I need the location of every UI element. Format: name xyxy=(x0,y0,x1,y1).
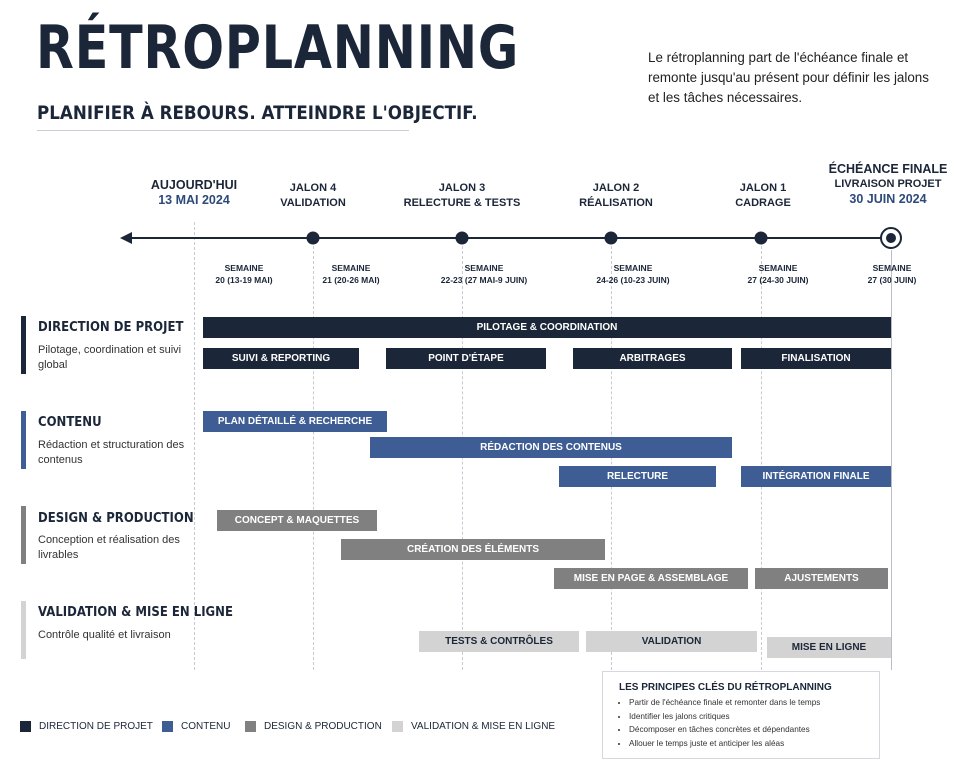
milestone-dot-jalon-3 xyxy=(456,232,469,245)
milestone-title: JALON 4 xyxy=(289,182,337,194)
week-title: SEMAINE xyxy=(758,263,798,273)
week-title: SEMAINE xyxy=(464,263,504,273)
principles-title: LES PRINCIPES CLÉS DU RÉTROPLANNING xyxy=(619,682,832,693)
milestone-jalon-4 xyxy=(280,181,346,211)
category-title-validation: VALIDATION & MISE EN LIGNE xyxy=(38,605,233,620)
week-range: 24-26 (10-23 JUIN) xyxy=(596,275,670,285)
week-title: SEMAINE xyxy=(224,263,264,273)
milestone-jalon-1 xyxy=(735,181,791,211)
guide-line-final xyxy=(891,250,892,670)
legend-swatch xyxy=(162,721,173,732)
task-bar: MISE EN PAGE & ASSEMBLAGE xyxy=(554,568,748,589)
week-label-jalon-2 xyxy=(596,262,669,286)
category-marker-contenu xyxy=(21,411,26,469)
milestone-subtitle: RÉALISATION xyxy=(579,197,653,209)
legend-item-contenu xyxy=(162,721,230,732)
guide-line-jalon-2 xyxy=(611,246,612,670)
milestone-jalon-2 xyxy=(579,181,653,211)
milestone-final-title: ÉCHÉANCE FINALE xyxy=(828,162,948,176)
principles-item: • Décomposer en tâches concrètes et dépendantes xyxy=(629,723,820,737)
target-icon xyxy=(880,227,902,249)
legend-label: VALIDATION & MISE EN LIGNE xyxy=(411,721,556,732)
task-bar: FINALISATION xyxy=(741,348,891,369)
category-title-design: DESIGN & PRODUCTION xyxy=(38,511,194,526)
milestone-today xyxy=(151,178,237,208)
legend-label: CONTENU xyxy=(181,721,231,732)
week-range: 27 (24-30 JUIN) xyxy=(747,275,809,285)
category-desc-design: Conception et réalisation des livrables xyxy=(38,534,180,561)
principles-item: • Identifier les jalons critiques xyxy=(629,710,820,724)
guide-line-jalon-1 xyxy=(761,246,762,670)
category-marker-design xyxy=(21,506,26,564)
category-title-direction: DIRECTION DE PROJET xyxy=(38,320,184,335)
legend-label: DIRECTION DE PROJET xyxy=(39,721,153,732)
legend-item-direction xyxy=(20,721,153,732)
task-bar: CRÉATION DES ÉLÉMENTS xyxy=(341,539,605,560)
legend-swatch xyxy=(20,721,31,732)
category-title-contenu: CONTENU xyxy=(38,415,102,430)
task-bar: INTÉGRATION FINALE xyxy=(741,466,891,487)
milestone-dot-jalon-4 xyxy=(307,232,320,245)
milestone-title: JALON 3 xyxy=(438,182,486,194)
milestone-dot-jalon-1 xyxy=(755,232,768,245)
guide-line-jalon-4 xyxy=(313,246,314,670)
task-bar: RÉDACTION DES CONTENUS xyxy=(370,437,732,458)
category-marker-validation xyxy=(21,601,26,659)
category-marker-direction xyxy=(21,316,26,374)
legend-swatch xyxy=(392,721,403,732)
category-desc-contenu: Rédaction et structuration des contenus xyxy=(38,439,185,466)
milestone-today-date: 13 MAI 2024 xyxy=(158,193,230,207)
week-range: 21 (20-26 MAI) xyxy=(322,275,380,285)
milestone-subtitle: VALIDATION xyxy=(280,197,346,209)
week-range: 22-23 (27 MAI-9 JUIN) xyxy=(440,275,528,285)
guide-line-jalon-3 xyxy=(462,246,463,670)
page-title: RÉTROPLANNING xyxy=(36,13,520,83)
intro-text: Le rétroplanning part de l'échéance finale et remonte jusqu'au présent pour définir les jalons et les tâches nécessaires. xyxy=(648,50,929,105)
subtitle-divider xyxy=(37,130,409,131)
category-desc-validation: Contrôle qualité et livraison xyxy=(38,629,171,641)
category-desc-direction: Pilotage, coordination et suivi global xyxy=(38,344,182,371)
principles-item: • Allouer le temps juste et anticiper les aléas xyxy=(629,737,820,751)
task-bar: AJUSTEMENTS xyxy=(755,568,888,589)
milestone-final xyxy=(829,162,948,207)
milestone-subtitle: CADRAGE xyxy=(735,197,791,209)
week-title: SEMAINE xyxy=(872,263,912,273)
milestone-jalon-3 xyxy=(404,181,521,211)
task-bar: CONCEPT & MAQUETTES xyxy=(217,510,377,531)
arrow-left-icon xyxy=(120,232,132,244)
task-bar: MISE EN LIGNE xyxy=(767,637,891,658)
task-bar: SUIVI & REPORTING xyxy=(203,348,359,369)
week-range: 20 (13-19 MAI) xyxy=(215,275,273,285)
week-label-jalon-1 xyxy=(748,262,809,286)
task-bar: VALIDATION xyxy=(586,631,757,652)
milestone-subtitle: RELECTURE & TESTS xyxy=(403,197,521,209)
week-label-final xyxy=(868,262,917,286)
week-label-today xyxy=(215,262,272,286)
timeline-axis xyxy=(132,237,890,239)
milestone-title: JALON 1 xyxy=(739,182,787,194)
task-bar: PILOTAGE & COORDINATION xyxy=(203,317,891,338)
milestone-today-title: AUJOURD'HUI xyxy=(150,178,238,192)
legend-swatch xyxy=(245,721,256,732)
task-bar: RELECTURE xyxy=(559,466,716,487)
principles-item: • Partir de l'échéance finale et remonter dans le temps xyxy=(629,696,820,710)
principles-box xyxy=(602,671,880,759)
task-bar: POINT D'ÉTAPE xyxy=(386,348,546,369)
page-subtitle: PLANIFIER À REBOURS. ATTEINDRE L'OBJECTIF. xyxy=(37,102,478,124)
principles-list xyxy=(619,696,820,750)
legend-item-validation xyxy=(392,721,555,732)
task-bar: PLAN DÉTAILLÉ & RECHERCHE xyxy=(203,411,387,432)
legend-label: DESIGN & PRODUCTION xyxy=(264,721,382,732)
legend-item-design xyxy=(245,721,382,732)
milestone-title: JALON 2 xyxy=(592,182,640,194)
milestone-final-date: 30 JUIN 2024 xyxy=(849,192,927,206)
week-label-jalon-4 xyxy=(322,262,379,286)
week-title: SEMAINE xyxy=(331,263,371,273)
milestone-dot-jalon-2 xyxy=(605,232,618,245)
task-bar: TESTS & CONTRÔLES xyxy=(419,631,579,652)
week-label-jalon-3 xyxy=(441,262,527,286)
task-bar: ARBITRAGES xyxy=(573,348,732,369)
week-range: 27 (30 JUIN) xyxy=(867,275,917,285)
milestone-final-subtitle: LIVRAISON PROJET xyxy=(834,178,942,190)
week-title: SEMAINE xyxy=(613,263,653,273)
